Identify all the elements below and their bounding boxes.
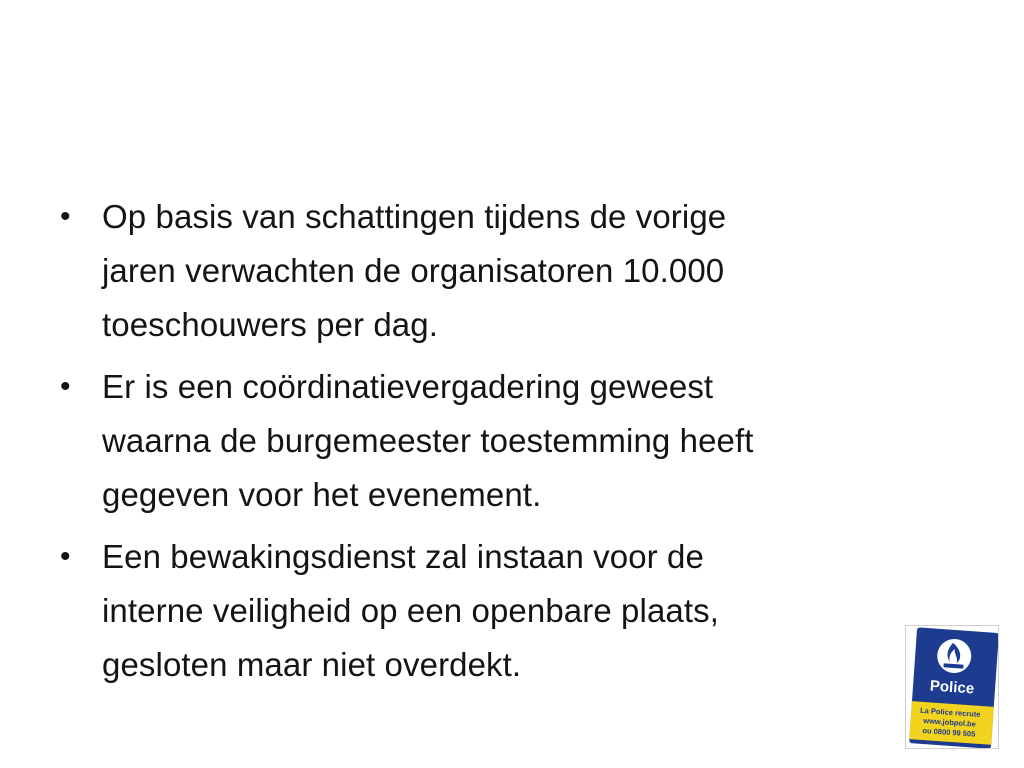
bullet-item-1 — [60, 190, 960, 352]
bullet-dot: • — [60, 370, 71, 403]
bullet-line: interne veiligheid op een openbare plaats, — [102, 592, 719, 629]
bullet-dot: • — [60, 200, 71, 233]
slide-body — [60, 190, 960, 700]
police-flame-logo-icon — [906, 626, 999, 749]
bullet-line: Op basis van schattingen tijdens de vorige — [102, 198, 727, 235]
bullet-list — [60, 190, 960, 692]
bullet-line: toeschouwers per dag. — [102, 306, 438, 343]
bullet-line: Er is een coördinatievergadering geweest — [102, 368, 714, 405]
bullet-line: waarna de burgemeester toestemming heeft — [102, 422, 754, 459]
bullet-line: gegeven voor het evenement. — [102, 476, 542, 513]
logo-tagline-2: www.jobpol.be — [923, 716, 977, 729]
bullet-item-2 — [60, 360, 960, 522]
bullet-line: Een bewakingsdienst zal instaan voor de — [102, 538, 704, 575]
bullet-dot: • — [60, 540, 71, 573]
bullet-item-3 — [60, 530, 960, 692]
logo-name: Police — [929, 677, 975, 698]
bullet-line: jaren verwachten de organisatoren 10.000 — [102, 252, 725, 289]
police-logo — [905, 625, 999, 749]
bullet-line: gesloten maar niet overdekt. — [102, 646, 522, 683]
logo-tagline-3: ou 0800 99 505 — [922, 725, 976, 739]
logo-tagline-1: La Police recrute — [919, 705, 981, 719]
